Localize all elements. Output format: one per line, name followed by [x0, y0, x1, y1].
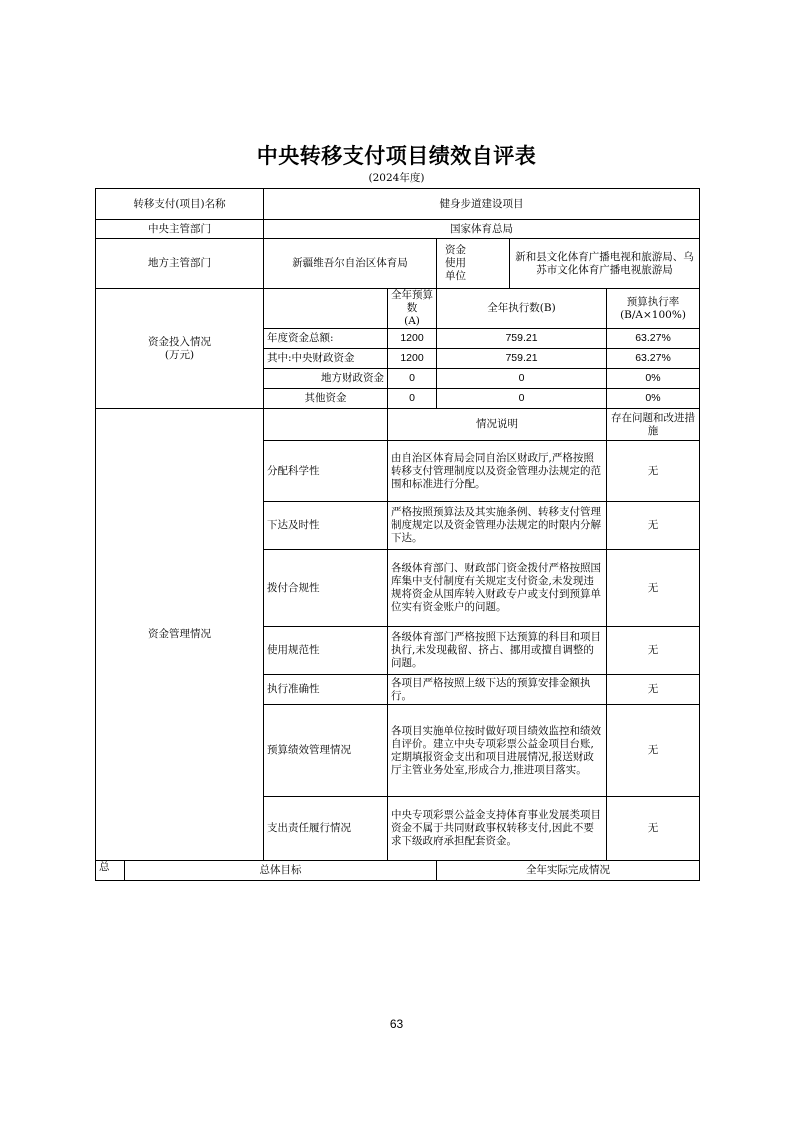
funds-row-label: 年度资金总额:	[264, 329, 388, 349]
goals-corner-label: 总	[96, 861, 125, 881]
funds-row-rate: 0%	[607, 389, 700, 409]
local-dept-row	[96, 239, 700, 289]
self-evaluation-table	[95, 188, 700, 881]
funds-row-budget: 0	[388, 389, 437, 409]
funds-header-executed: 全年执行数(B)	[437, 289, 607, 329]
management-row-label: 下达及时性	[264, 502, 388, 550]
local-dept-label: 地方主管部门	[96, 239, 264, 289]
funds-row-budget: 0	[388, 369, 437, 389]
management-row-label: 分配科学性	[264, 441, 388, 502]
funds-header-blank	[264, 289, 388, 329]
funds-header-budget: 全年预算数 (A)	[388, 289, 437, 329]
management-row-issues: 无	[607, 705, 700, 797]
project-name-label: 转移支付(项目)名称	[96, 189, 264, 220]
management-row-issues: 无	[607, 441, 700, 502]
management-row-label: 支出责任履行情况	[264, 797, 388, 861]
management-row-desc: 严格按照预算法及其实施条例、转移支付管理制度规定以及资金管理办法规定的时限内分解下达。	[388, 502, 607, 550]
goals-header-row	[96, 861, 700, 881]
fund-unit-label: 资金 使用 单位	[437, 239, 510, 289]
management-row-issues: 无	[607, 627, 700, 675]
funds-row-label: 其他资金	[264, 389, 388, 409]
funds-row-executed: 0	[437, 369, 607, 389]
central-dept-label: 中央主管部门	[96, 220, 264, 239]
funds-row-rate: 63.27%	[607, 349, 700, 369]
project-name-row	[96, 189, 700, 220]
page-number: 63	[389, 1017, 404, 1031]
management-row-issues: 无	[607, 502, 700, 550]
funds-section-label: 资金投入情况 (万元)	[96, 289, 264, 409]
management-row-desc: 中央专项彩票公益金支持体育事业发展类项目资金不属于共同财政事权转移支付,因此不要求下级政府承担配套资金。	[388, 797, 607, 861]
funds-row-executed: 0	[437, 389, 607, 409]
report-year: (2024年度)	[368, 172, 425, 184]
management-row-desc: 各项目实施单位按时做好项目绩效监控和绩效自评价。建立中央专项彩票公益金项目台账,定期填报资金支出和项目进展情况,报送财政厅主管业务处室,形成合力,推进项目落实。	[388, 705, 607, 797]
page-title: 中央转移支付项目绩效自评表	[256, 144, 537, 168]
management-row-desc: 各级体育部门严格按照下达预算的科目和项目执行,未发现截留、挤占、挪用或擅自调整的问题。	[388, 627, 607, 675]
management-row-issues: 无	[607, 675, 700, 705]
overall-goal-header: 总体目标	[125, 861, 437, 881]
management-header-issues: 存在问题和改进措施	[607, 409, 700, 441]
funds-row-label: 地方财政资金	[264, 369, 388, 389]
funds-row-budget: 1200	[388, 329, 437, 349]
local-dept-value: 新疆维吾尔自治区体育局	[264, 239, 437, 289]
management-section-label: 资金管理情况	[96, 409, 264, 861]
funds-row-label: 其中:中央财政资金	[264, 349, 388, 369]
central-dept-value: 国家体育总局	[264, 220, 700, 239]
funds-row-executed: 759.21	[437, 349, 607, 369]
funds-row-executed: 759.21	[437, 329, 607, 349]
funds-header-row	[96, 289, 700, 329]
management-row-issues: 无	[607, 797, 700, 861]
management-row-label: 使用规范性	[264, 627, 388, 675]
management-row-desc: 由自治区体育局会同自治区财政厅,严格按照转移支付管理制度以及资金管理办法规定的范围和标准进行分配。	[388, 441, 607, 502]
funds-header-rate: 预算执行率 (B/A×100%)	[607, 289, 700, 329]
management-row-desc: 各项目严格按照上级下达的预算安排金额执行。	[388, 675, 607, 705]
management-row-label: 预算绩效管理情况	[264, 705, 388, 797]
management-row-label: 执行准确性	[264, 675, 388, 705]
funds-row-rate: 0%	[607, 369, 700, 389]
actual-completion-header: 全年实际完成情况	[437, 861, 700, 881]
funds-row-budget: 1200	[388, 349, 437, 369]
management-header-blank	[264, 409, 388, 441]
fund-unit-value: 新和县文化体育广播电视和旅游局、乌苏市文化体育广播电视旅游局	[510, 239, 700, 289]
management-row-desc: 各级体育部门、财政部门资金拨付严格按照国库集中支付制度有关规定支付资金,未发现违规将资金从国库转入财政专户或支付到预算单位实有资金账户的问题。	[388, 550, 607, 627]
funds-row-rate: 63.27%	[607, 329, 700, 349]
management-header-row	[96, 409, 700, 441]
management-row-label: 拨付合规性	[264, 550, 388, 627]
management-header-desc: 情况说明	[388, 409, 607, 441]
central-dept-row	[96, 220, 700, 239]
project-name-value: 健身步道建设项目	[264, 189, 700, 220]
management-row-issues: 无	[607, 550, 700, 627]
